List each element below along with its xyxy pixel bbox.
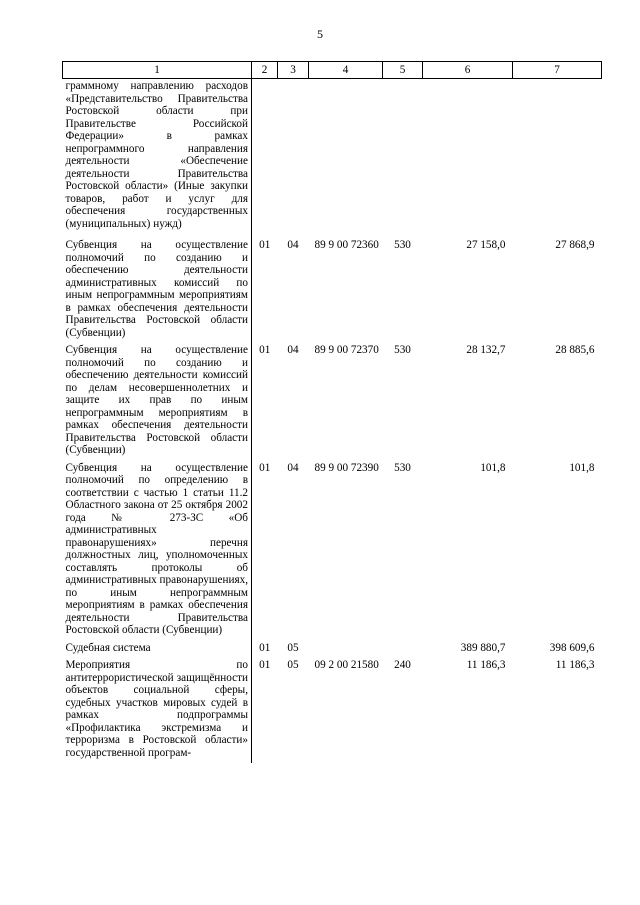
table-row [63, 461, 602, 641]
row-subsection: 04 [287, 461, 299, 474]
row-amount-year1: 101,8 [480, 461, 506, 474]
page-number: 5 [317, 27, 323, 41]
row-target-article: 09 2 00 21580 [314, 659, 379, 671]
row-expense-type: 530 [394, 461, 411, 474]
budget-table [62, 61, 602, 763]
column-header: 5 [383, 62, 423, 79]
row-section: 01 [259, 659, 271, 671]
row-name: Мероприятия по антитеррористической защищённости объектов социальной сферы, судебных участков мировых судей в рамках подпрограммы «Профилактика экстремизма и терроризма в Ростовской области» государственной програм- [63, 658, 252, 763]
row-section [252, 79, 278, 239]
row-amount-year1: 11 186,3 [466, 659, 506, 671]
row-amount-year1 [423, 79, 513, 239]
row-amount-year1: 27 158,0 [466, 239, 506, 251]
row-target-article: 89 9 00 72390 [314, 461, 379, 474]
table-row [63, 238, 602, 343]
row-amount-year2: 28 885,6 [555, 344, 595, 356]
row-section: 01 [259, 461, 271, 474]
row-expense-type [383, 641, 423, 659]
row-amount-year2: 101,8 [569, 461, 595, 474]
row-name: Субвенция на осуществление полномочий по определению в соответствии с частью 1 статьи 11.2 Областного закона от 25 октября 2002 года № 273-ЗС «Об административных правонарушениях» перечня должностных лиц, уполномоченных составлять протоколы об административных правонарушениях, по иным непрограммным мероприятиям в рамках обеспечения деятельности Правительства Ростовской области (Субвенции) [63, 461, 252, 641]
column-header: 7 [513, 62, 602, 79]
row-name: Судебная система [63, 641, 252, 659]
row-amount-year1: 389 880,7 [460, 641, 506, 654]
row-subsection: 04 [287, 239, 299, 251]
row-target-article [309, 641, 383, 659]
row-name: Субвенция на осуществление полномочий по созданию и обеспечению деятельности административных комиссий по иным непрограммным мероприятиям в рамках обеспечения деятельности Правительства Ростовской области (Субвенции) [63, 238, 252, 343]
table-header-row [63, 62, 602, 79]
row-expense-type: 240 [394, 659, 411, 671]
column-header: 3 [278, 62, 309, 79]
row-expense-type: 530 [394, 239, 411, 251]
column-header: 4 [309, 62, 383, 79]
row-name: Субвенция на осуществление полномочий по созданию и обеспечению деятельности комиссий по делам несовершеннолетних и защите их прав по иным непрограммным мероприятиям в рамках обеспечения деятельности Правительства Ростовской области (Субвенции) [63, 343, 252, 461]
row-subsection: 05 [287, 659, 299, 671]
row-subsection: 05 [287, 641, 299, 654]
row-amount-year2 [513, 79, 602, 239]
column-header: 6 [423, 62, 513, 79]
row-subsection: 04 [287, 344, 299, 356]
row-section: 01 [259, 641, 271, 654]
row-name: граммному направлению расходов «Представительство Правительства Ростовской области при Правительстве Российской Федерации» в рамках непрограммного направления деятельности «Обеспечение деятельности Правительства Ростовской области» (Иные закупки товаров, работ и услуг для обеспечения государственных (муниципальных) нужд) [63, 79, 252, 239]
table-row [63, 79, 602, 239]
column-header: 1 [63, 62, 252, 79]
row-expense-type: 530 [394, 344, 411, 356]
table-row [63, 343, 602, 461]
row-amount-year2: 11 186,3 [555, 659, 595, 671]
table-row [63, 641, 602, 659]
row-amount-year2: 27 868,9 [555, 239, 595, 251]
row-target-article: 89 9 00 72360 [314, 239, 379, 251]
row-section: 01 [259, 239, 271, 251]
row-target-article: 89 9 00 72370 [314, 344, 379, 356]
row-subsection [278, 79, 309, 239]
column-header: 2 [252, 62, 278, 79]
row-expense-type [383, 79, 423, 239]
row-target-article [309, 79, 383, 239]
row-amount-year1: 28 132,7 [466, 344, 506, 356]
row-section: 01 [259, 344, 271, 356]
row-amount-year2: 398 609,6 [549, 641, 595, 654]
table-row [63, 658, 602, 763]
